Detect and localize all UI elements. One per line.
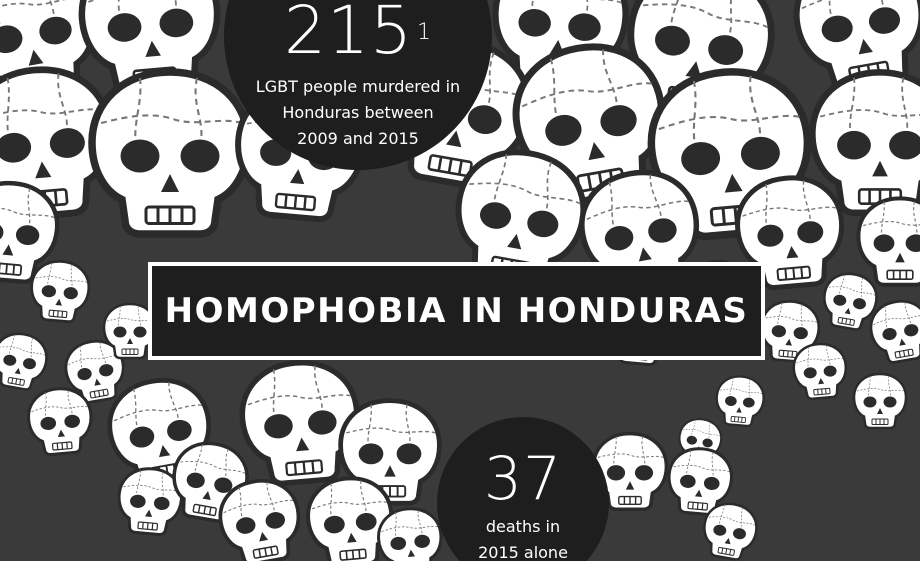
- skull-illustration: [858, 198, 920, 284]
- murders-stat-circle: [224, 0, 492, 170]
- skull-illustration: [29, 259, 91, 323]
- title-banner: [148, 262, 765, 360]
- deaths-number: 37: [483, 444, 563, 514]
- deaths-caption-line: 2015 alone: [478, 543, 568, 561]
- deaths-caption-line: deaths in: [485, 517, 561, 536]
- deaths-caption: [437, 514, 609, 561]
- skull-illustration: [792, 342, 849, 400]
- murders-number: 215 $^1$: [284, 0, 432, 69]
- skull-illustration: [0, 330, 50, 392]
- skull-illustration: [714, 375, 765, 427]
- murders-caption-line: 2009 and 2015: [297, 129, 419, 148]
- skull-illustration: [854, 374, 906, 428]
- page-title: HOMOPHOBIA IN HONDURAS: [164, 291, 749, 331]
- murders-caption-line: LGBT people murdered in: [255, 77, 461, 96]
- murders-caption: [224, 74, 492, 152]
- skull-illustration: [26, 386, 94, 456]
- footnote-marker: 1: [416, 20, 432, 45]
- murders-caption-line: Honduras between: [282, 103, 434, 122]
